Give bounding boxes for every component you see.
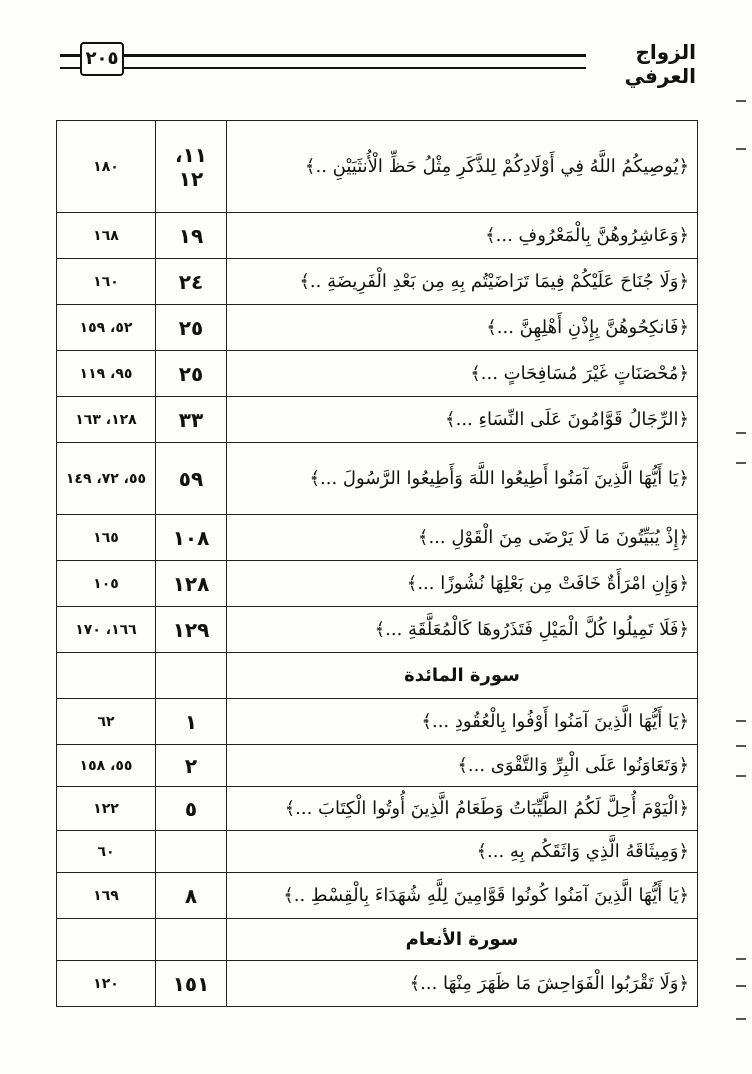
verse-text: ﴿وَعَاشِرُوهُنَّ بِالْمَعْرُوفِ ...﴾ xyxy=(227,213,698,259)
table-row xyxy=(57,515,698,561)
page-references: ١٦٩ xyxy=(57,873,156,919)
verse-text: ﴿يُوصِيكُمُ اللَّهُ فِي أَوْلَادِكُمْ لِلذَّكَرِ مِثْلُ حَظِّ الْأُنثَيَيْنِ ..﴾ xyxy=(227,121,698,213)
margin-mark xyxy=(736,985,746,987)
table-row xyxy=(57,397,698,443)
empty-cell xyxy=(156,653,227,699)
margin-mark xyxy=(736,148,746,150)
margin-mark xyxy=(736,775,746,777)
surah-heading-row xyxy=(57,919,698,961)
verse-number: ٥٩ xyxy=(156,443,227,515)
table-row xyxy=(57,213,698,259)
table-row xyxy=(57,443,698,515)
verse-number: ٢ xyxy=(156,745,227,787)
verse-text: ﴿يَا أَيُّهَا الَّذِينَ آمَنُوا كُونُوا قَوَّامِينَ لِلَّهِ شُهَدَاءَ بِالْقِسْطِ ..﴾ xyxy=(227,873,698,919)
verse-text: ﴿الْيَوْمَ أُحِلَّ لَكُمُ الطَّيِّبَاتُ وَطَعَامُ الَّذِينَ أُوتُوا الْكِتَابَ ...﴾ xyxy=(227,787,698,831)
table-row xyxy=(57,787,698,831)
verse-number: ١٩ xyxy=(156,213,227,259)
table-row xyxy=(57,351,698,397)
verse-number: ١١، ١٢ xyxy=(156,121,227,213)
verse-text: ﴿يَا أَيُّهَا الَّذِينَ آمَنُوا أَطِيعُوا اللَّهَ وَأَطِيعُوا الرَّسُولَ ...﴾ xyxy=(227,443,698,515)
surah-heading: سورة الأنعام xyxy=(227,919,698,961)
page-references: ٦٠ xyxy=(57,831,156,873)
verse-text: ﴿فَانكِحُوهُنَّ بِإِذْنِ أَهْلِهِنَّ ...﴾ xyxy=(227,305,698,351)
table-row xyxy=(57,305,698,351)
margin-mark xyxy=(736,462,746,464)
verse-number: ١٥١ xyxy=(156,961,227,1007)
page-references: ٦٢ xyxy=(57,699,156,745)
table-row xyxy=(57,121,698,213)
margin-mark xyxy=(736,432,746,434)
verse-index-table xyxy=(56,120,698,1007)
table-row xyxy=(57,961,698,1007)
surah-heading: سورة المائدة xyxy=(227,653,698,699)
verse-text: ﴿الرِّجَالُ قَوَّامُونَ عَلَى النِّسَاءِ ...﴾ xyxy=(227,397,698,443)
verse-text: ﴿وَلَا تَقْرَبُوا الْفَوَاحِشَ مَا ظَهَرَ مِنْهَا ...﴾ xyxy=(227,961,698,1007)
table-row xyxy=(57,607,698,653)
page-references: ٥٥، ٧٢، ١٤٩ xyxy=(57,443,156,515)
table-row xyxy=(57,873,698,919)
verse-number: ٢٤ xyxy=(156,259,227,305)
page-references: ١٨٠ xyxy=(57,121,156,213)
page-references: ١٠٥ xyxy=(57,561,156,607)
verse-text: ﴿وَمِيثَاقَهُ الَّذِي وَاثَقَكُم بِهِ ...﴾ xyxy=(227,831,698,873)
table-row xyxy=(57,561,698,607)
verse-number: ١٠٨ xyxy=(156,515,227,561)
verse-number: ٢٥ xyxy=(156,305,227,351)
verse-text: ﴿فَلَا تَمِيلُوا كُلَّ الْمَيْلِ فَتَذَرُوهَا كَالْمُعَلَّقَةِ ...﴾ xyxy=(227,607,698,653)
verse-number: ١٢٩ xyxy=(156,607,227,653)
page-references: ٥٥، ١٥٨ xyxy=(57,745,156,787)
margin-mark xyxy=(736,1018,746,1020)
verse-text: ﴿إِذْ يُبَيِّتُونَ مَا لَا يَرْضَى مِنَ الْقَوْلِ ...﴾ xyxy=(227,515,698,561)
verse-number: ١ xyxy=(156,699,227,745)
page-references: ١٦٥ xyxy=(57,515,156,561)
header-rule xyxy=(120,54,586,69)
empty-cell xyxy=(156,919,227,961)
verse-number: ٢٥ xyxy=(156,351,227,397)
book-title: الزواج العرفي xyxy=(586,40,696,88)
margin-mark xyxy=(736,745,746,747)
table-row xyxy=(57,699,698,745)
table-row xyxy=(57,259,698,305)
page-references: ١٦٨ xyxy=(57,213,156,259)
verse-text: ﴿يَا أَيُّهَا الَّذِينَ آمَنُوا أَوْفُوا بِالْعُقُودِ ...﴾ xyxy=(227,699,698,745)
margin-mark xyxy=(736,720,746,722)
page-references: ١٦٦، ١٧٠ xyxy=(57,607,156,653)
page-references: ١٢٠ xyxy=(57,961,156,1007)
verse-text: ﴿وَإِنِ امْرَأَةٌ خَافَتْ مِن بَعْلِهَا نُشُوزًا ...﴾ xyxy=(227,561,698,607)
page-references: ٥٢، ١٥٩ xyxy=(57,305,156,351)
verse-number: ١٢٨ xyxy=(156,561,227,607)
page-number: ٢٠٥ xyxy=(80,42,124,76)
header-rule-left xyxy=(60,54,80,69)
verse-text: ﴿مُحْصَنَاتٍ غَيْرَ مُسَافِحَاتٍ ...﴾ xyxy=(227,351,698,397)
margin-mark xyxy=(736,100,746,102)
table-row xyxy=(57,831,698,873)
verse-text: ﴿وَلَا جُنَاحَ عَلَيْكُمْ فِيمَا تَرَاضَيْتُم بِهِ مِن بَعْدِ الْفَرِيضَةِ ..﴾ xyxy=(227,259,698,305)
verse-number: ٥ xyxy=(156,787,227,831)
page-references: ١٦٠ xyxy=(57,259,156,305)
verse-number: ٣٣ xyxy=(156,397,227,443)
surah-heading-row xyxy=(57,653,698,699)
empty-cell xyxy=(57,653,156,699)
empty-cell xyxy=(57,919,156,961)
verse-number: ٨ xyxy=(156,873,227,919)
page-references: ٩٥، ١١٩ xyxy=(57,351,156,397)
verse-text: ﴿وَتَعَاوَنُوا عَلَى الْبِرِّ وَالتَّقْوَى ...﴾ xyxy=(227,745,698,787)
table-row xyxy=(57,745,698,787)
page-references: ١٢٨، ١٦٣ xyxy=(57,397,156,443)
page-references: ١٢٢ xyxy=(57,787,156,831)
margin-mark xyxy=(736,958,746,960)
verse-number xyxy=(156,831,227,873)
page-header xyxy=(60,38,696,88)
